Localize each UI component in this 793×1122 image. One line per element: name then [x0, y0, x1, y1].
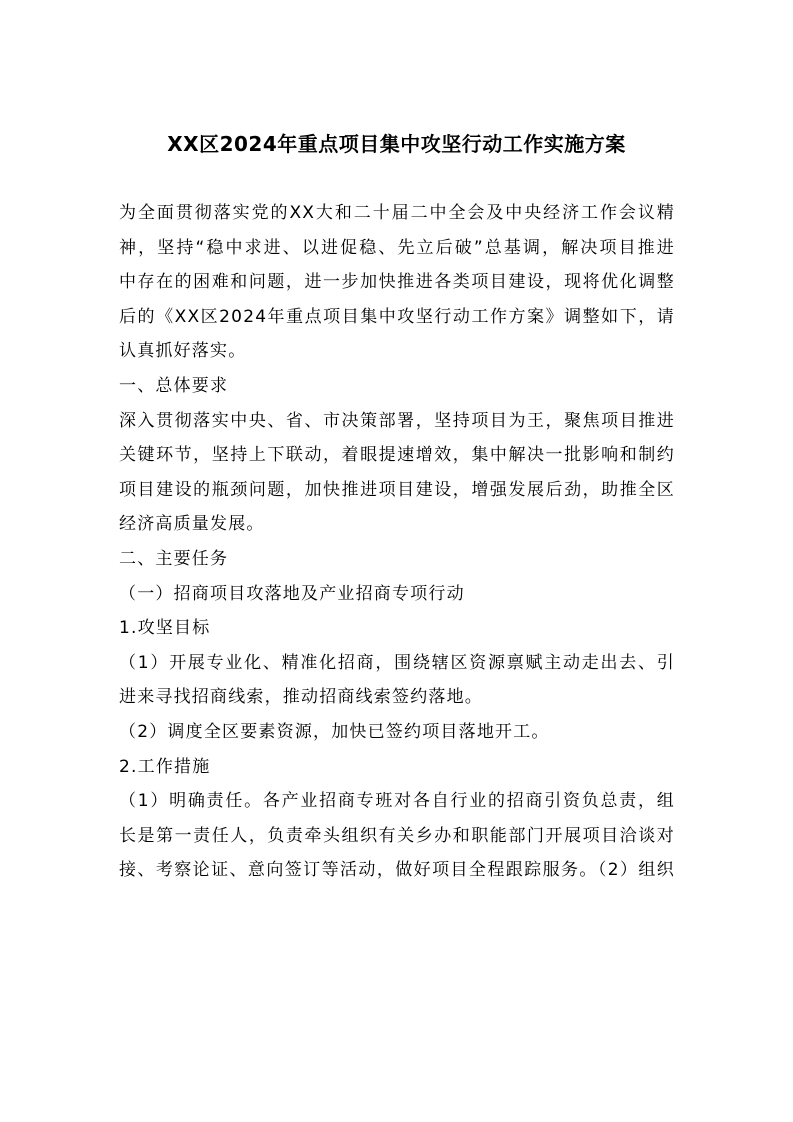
text-line: （2）调度全区要素资源，加快已签约项目落地开工。: [119, 721, 550, 742]
text-line: 后的《XX区2024年重点项目集中攻坚行动工作方案》调整如下，请: [119, 306, 675, 327]
heading-text: 一、总体要求: [119, 375, 229, 396]
text-line: 深入贯彻落实中央、省、市决策部署，坚持项目为王，聚焦项目推进: [119, 410, 675, 431]
general-requirements-paragraph: [119, 404, 675, 542]
text-line: 关键环节，坚持上下联动，着眼提速增效，集中解决一批影响和制约: [119, 445, 675, 466]
text-line: 经济高质量发展。: [119, 514, 265, 535]
goal-paragraph: [119, 646, 675, 715]
text-line: 神，坚持“稳中求进、以进促稳、先立后破”总基调，解决项目推进: [119, 237, 675, 258]
item-text: 1.攻坚目标: [119, 618, 211, 639]
text-line: 接、考察论证、意向签订等活动，做好项目全程跟踪服务。（2）组织: [119, 860, 675, 881]
text-line: 项目建设的瓶颈问题，加快推进项目建设，增强发展后劲，助推全区: [119, 479, 675, 500]
text-line: （1）明确责任。各产业招商专班对各自行业的招商引资负总责，组: [119, 791, 675, 812]
subsection-heading: [119, 577, 675, 612]
item-text: 2.工作措施: [119, 756, 211, 777]
text-line: 中存在的困难和问题，进一步加快推进各类项目建设，现将优化调整: [119, 272, 675, 293]
intro-paragraph: [119, 196, 675, 369]
goal-paragraph: [119, 715, 675, 750]
text-line: 为全面贯彻落实党的XX大和二十届二中全会及中央经济工作会议精: [119, 203, 675, 223]
section-heading-tasks: [119, 542, 675, 577]
measure-paragraph: [119, 784, 675, 888]
text-line: （1）开展专业化、精准化招商，围绕辖区资源禀赋主动走出去、引: [119, 652, 675, 673]
item-heading-goals: [119, 611, 675, 646]
document-body: [119, 196, 675, 888]
text-line: 长是第一责任人，负责牵头组织有关乡办和职能部门开展项目洽谈对: [119, 825, 675, 846]
item-heading-measures: [119, 750, 675, 785]
heading-text: 二、主要任务: [119, 548, 229, 569]
subheading-text: （一）招商项目攻落地及产业招商专项行动: [119, 583, 465, 604]
text-line: 认真抓好落实。: [119, 341, 247, 362]
section-heading-general: [119, 369, 675, 404]
text-line: 进来寻找招商线索，推动招商线索签约落地。: [119, 687, 483, 708]
document-title: XX区2024年重点项目集中攻坚行动工作实施方案: [167, 132, 626, 156]
